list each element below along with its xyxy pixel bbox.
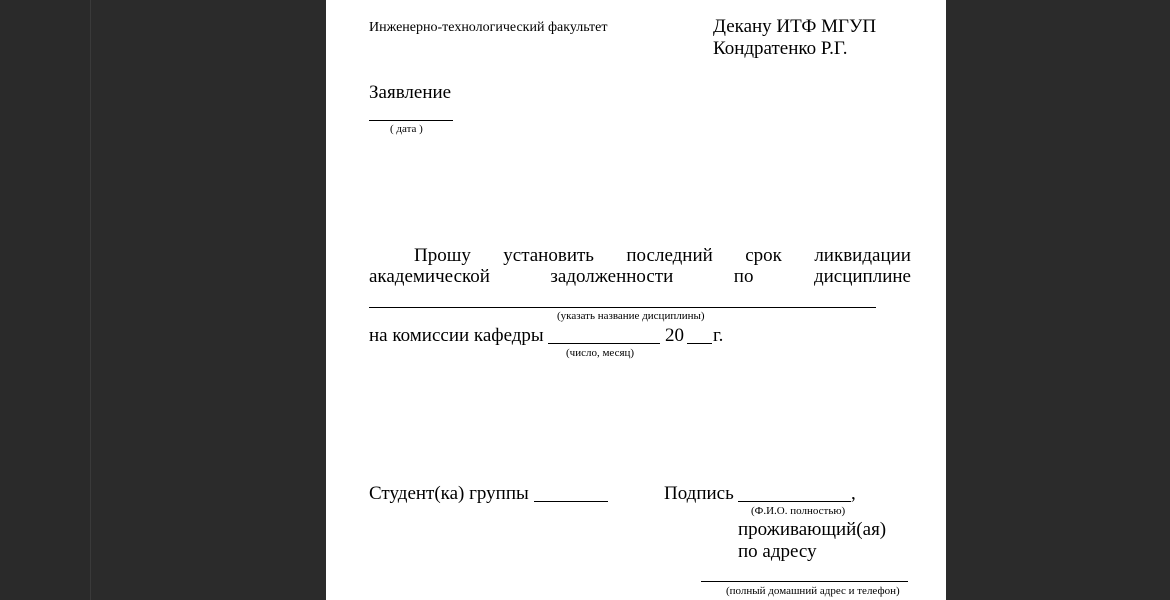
body-line-1	[369, 245, 911, 267]
year-prefix: 20	[665, 325, 684, 346]
body-line-2	[369, 266, 911, 288]
faculty-name: Инженерно-технологический факультет	[369, 20, 608, 35]
body-word: срок	[745, 245, 782, 266]
discipline-field-line	[369, 307, 876, 308]
year-suffix: г.	[713, 325, 724, 346]
body-word: ликвидации	[814, 245, 911, 266]
day-month-field-line	[548, 343, 660, 344]
fio-caption: (Ф.И.О. полностью)	[751, 505, 846, 517]
date-caption: ( дата )	[390, 123, 423, 135]
day-month-caption: (число, месяц)	[566, 347, 635, 359]
year-field-line	[687, 343, 712, 344]
discipline-caption: (указать название дисциплины)	[557, 310, 705, 322]
address-field-line	[701, 581, 908, 582]
body-word: академической	[369, 266, 490, 287]
signature-label: Подпись	[664, 483, 734, 504]
viewer-side-panel	[0, 0, 91, 600]
date-field-line	[369, 120, 453, 121]
signature-comma: ,	[851, 483, 856, 504]
addressee-name: Кондратенко Р.Г.	[713, 38, 848, 59]
body-word: Прошу	[414, 245, 471, 266]
address-caption: (полный домашний адрес и телефон)	[726, 585, 900, 597]
body-word: задолженности	[550, 266, 674, 287]
addressee-dean: Декану ИТФ МГУП	[713, 16, 877, 37]
signature-field-line	[738, 501, 851, 502]
address-label: по адресу	[738, 541, 817, 562]
group-field-line	[534, 501, 608, 502]
commission-text: на комиссии кафедры	[369, 325, 544, 346]
document-title: Заявление	[369, 82, 452, 103]
residing-label: проживающий(ая)	[738, 519, 887, 540]
body-word: дисциплине	[813, 266, 911, 287]
body-word: по	[733, 266, 754, 287]
body-word: установить	[503, 245, 594, 266]
document-page	[326, 0, 946, 600]
student-group-label: Студент(ка) группы	[369, 483, 529, 504]
body-word: последний	[626, 245, 713, 266]
